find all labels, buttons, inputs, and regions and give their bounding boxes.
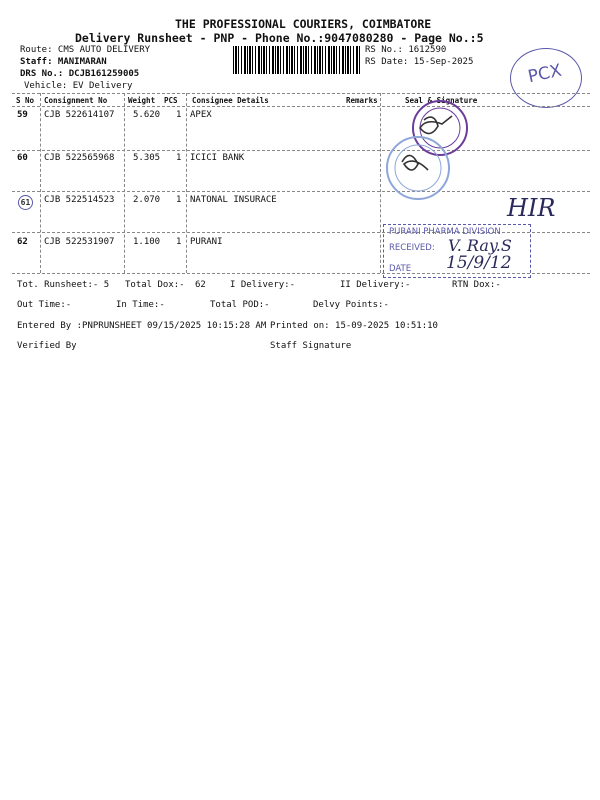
row-weight: 5.305 [133,153,161,163]
stamp-date-handwritten: 15/9/12 [446,253,512,273]
blue-round-stamp-inner [395,145,441,191]
barcode [233,46,361,74]
pcx-handwriting: PCX [526,60,564,88]
page-title: THE PROFESSIONAL COURIERS, COIMBATORE [175,17,432,31]
col-divider [40,93,41,273]
row-sno: 60 [17,153,28,163]
total-dox-value: 62 [195,280,206,290]
stamp-received-label: RECEIVED: [389,243,435,253]
row-weight: 5.620 [133,110,161,120]
row-consignment: CJB 522514523 [44,195,115,205]
vehicle-label: Vehicle: EV Delivery [24,81,133,91]
stamp-received-signature: V. Ray.S [448,236,512,255]
col-weight: Weight [128,96,156,105]
purple-round-stamp-inner [420,108,460,148]
row-pcs: 1 [176,153,182,163]
signature-scribble [402,155,428,170]
out-time-label: Out Time:- [17,300,72,310]
header-top-rule [12,93,590,94]
row-consignment: CJB 522614107 [44,110,115,120]
signature-scribble [420,116,452,134]
col-consignee: Consignee Details [192,96,269,105]
rtn-dox-label: RTN Dox:- [452,280,501,290]
header-bottom-rule [12,106,590,107]
total-dox-label: Total Dox:- [125,280,185,290]
blue-round-stamp [387,137,449,199]
col-seal: Seal & Signature [405,96,478,105]
row-consignee: PURANI [190,237,223,247]
col-consignment: Consignment No [44,96,108,105]
stamp-date-label: DATE [389,264,412,274]
row-weight: 1.100 [133,237,161,247]
staff-signature: Staff Signature [270,341,352,351]
ii-delivery-label: II Delivery:- [340,280,411,290]
row-pcs: 1 [176,195,182,205]
stamp-division-name: PURANI PHARMA DIVISION [389,227,501,237]
row-consignee: APEX [190,110,212,120]
page-subtitle: Delivery Runsheet - PNP - Phone No.:9047080280 - Page No.:5 [75,31,484,45]
row-weight: 2.070 [133,195,161,205]
hir-handwriting: HIR [507,194,556,222]
row-rule [12,150,590,151]
row-consignment: CJB 522531907 [44,237,115,247]
printed-on: Printed on: 15-09-2025 10:51:10 [270,321,438,331]
entered-by: Entered By :PNPRUNSHEET 09/15/2025 10:15:28 AM [17,321,267,331]
tot-runsheet: Tot. Runsheet:- 5 [17,280,110,290]
row-consignee: ICICI BANK [190,153,245,163]
col-divider [186,93,187,273]
delvy-points-label: Delvy Points:- [313,300,389,310]
col-divider [124,93,125,273]
purani-rect-stamp [383,224,531,278]
row-sno: 59 [17,110,28,120]
row-consignee: NATONAL INSURACE [190,195,277,205]
staff-label: Staff: MANIMARAN [20,57,107,67]
drs-no-label: DRS No.: DCJB161259005 [20,69,140,79]
i-delivery-label: I Delivery:- [230,280,296,290]
row-consignment: CJB 522565968 [44,153,115,163]
verified-by: Verified By [17,341,77,351]
in-time-label: In Time:- [116,300,165,310]
row-pcs: 1 [176,237,182,247]
row-sno-circled: 61 [18,195,33,210]
rs-date-label: RS Date: 15-Sep-2025 [365,57,474,67]
rs-no-label: RS No.: 1612590 [365,45,447,55]
row-pcs: 1 [176,110,182,120]
row-rule [12,191,590,192]
row-sno: 62 [17,237,28,247]
round-stamps [380,90,500,210]
total-pod-label: Total POD:- [210,300,270,310]
route-label: Route: CMS AUTO DELIVERY [20,45,151,55]
col-sno: S No [16,96,35,105]
col-remarks: Remarks [346,96,378,105]
col-pcs: PCS [164,96,178,105]
